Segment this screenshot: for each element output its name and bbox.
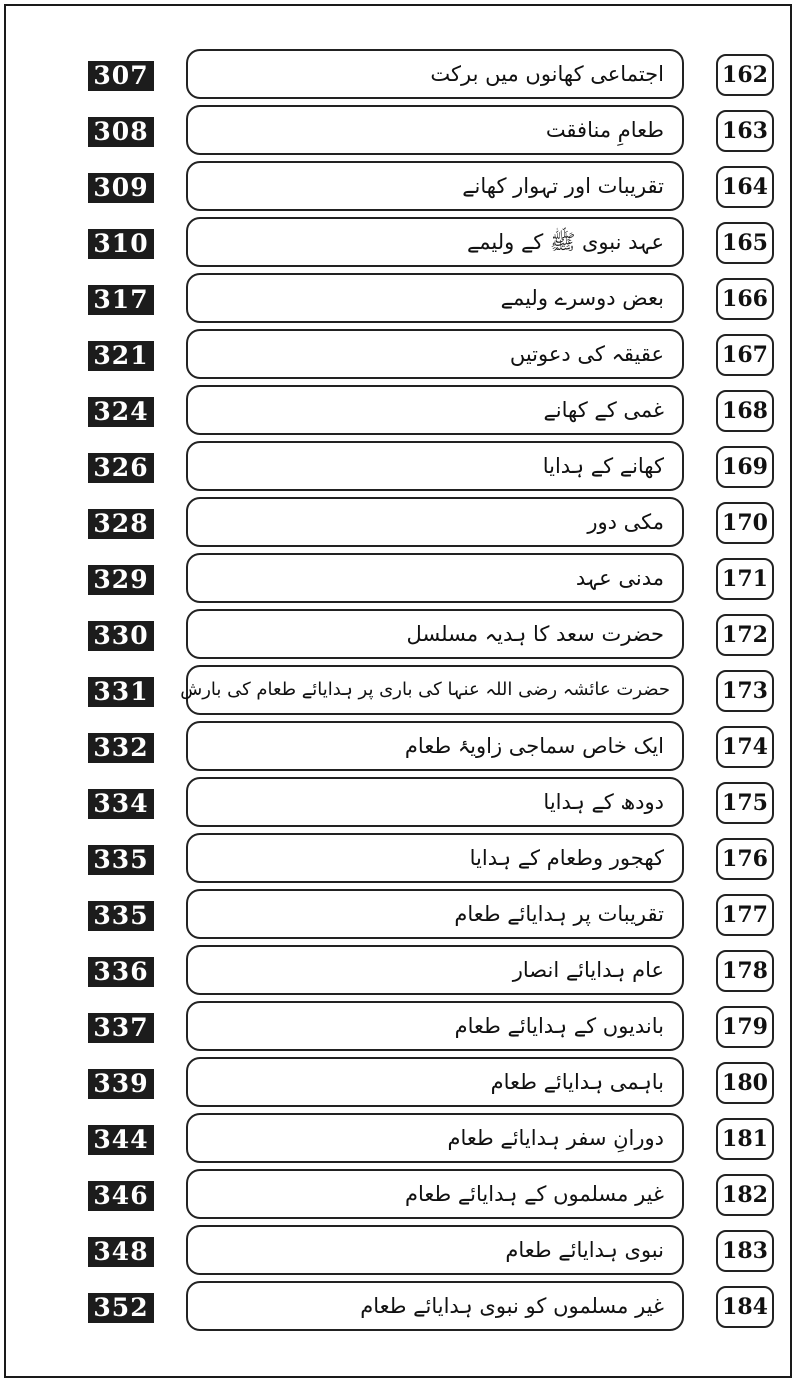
entry-number-box: 165 [716,222,774,264]
entry-title: حضرت سعد کا ہدیہ مسلسل [406,622,664,646]
toc-row [0,662,800,718]
toc-row [0,1054,800,1110]
entry-title: غیر مسلموں کو نبوی ہدایائے طعام [360,1294,664,1318]
toc-row [0,1222,800,1278]
entry-number-box: 169 [716,446,774,488]
entry-title: عقیقہ کی دعوتیں [509,342,664,366]
toc-row [0,1278,800,1334]
entry-title: کھانے کے ہدایا [542,454,664,478]
entry-number-box: 168 [716,390,774,432]
page-number-badge: 348 [88,1237,154,1267]
entry-number-box: 176 [716,838,774,880]
entry-number-box: 182 [716,1174,774,1216]
entry-number-box: 178 [716,950,774,992]
entry-number-box: 173 [716,670,774,712]
page-number-badge: 324 [88,397,154,427]
page-number-badge: 331 [88,677,154,707]
entry-title-box [186,1225,684,1275]
toc-row [0,494,800,550]
toc-row [0,102,800,158]
entry-title: بعض دوسرے ولیمے [500,286,664,310]
toc-row [0,46,800,102]
toc-row [0,326,800,382]
page-number-badge: 339 [88,1069,154,1099]
toc-row [0,438,800,494]
toc-row [0,830,800,886]
toc-row [0,606,800,662]
entry-title: حضرت عائشہ رضی اللہ عنہا کی باری پر ہدایائے طعام کی بارش [180,679,670,700]
entry-number-box: 177 [716,894,774,936]
toc-row [0,718,800,774]
entry-number-box: 181 [716,1118,774,1160]
entry-number-box: 171 [716,558,774,600]
page-number-badge: 310 [88,229,154,259]
page-number-badge: 335 [88,845,154,875]
entry-number-box: 170 [716,502,774,544]
entry-title-box [186,49,684,99]
entry-title: عام ہدایائے انصار [512,958,664,982]
page-number-badge: 346 [88,1181,154,1211]
entry-title-box [186,945,684,995]
entry-title-box [186,889,684,939]
entry-title-box [180,665,684,715]
entry-title-box [186,777,684,827]
page-number-badge: 352 [88,1293,154,1323]
page-number-badge: 332 [88,733,154,763]
entry-title: تقریبات پر ہدایائے طعام [454,902,664,926]
toc-row [0,774,800,830]
page-number-badge: 337 [88,1013,154,1043]
page-number-badge: 308 [88,117,154,147]
entry-title: طعامِ منافقت [545,118,664,142]
entry-number-box: 180 [716,1062,774,1104]
entry-title-box [186,329,684,379]
entry-title: باندیوں کے ہدایائے طعام [454,1014,664,1038]
entry-title-box [186,1001,684,1051]
entry-number-box: 172 [716,614,774,656]
entry-number-box: 174 [716,726,774,768]
page-number-badge: 344 [88,1125,154,1155]
entry-number-box: 184 [716,1286,774,1328]
entry-title-box [186,609,684,659]
entry-number-box: 164 [716,166,774,208]
entry-title: دورانِ سفر ہدایائے طعام [447,1126,664,1150]
toc-row [0,158,800,214]
entry-number-box: 162 [716,54,774,96]
page-number-badge: 317 [88,285,154,315]
entry-title-box [186,273,684,323]
entry-title-box [186,441,684,491]
toc-row [0,886,800,942]
page-number-badge: 328 [88,509,154,539]
page-number-badge: 307 [88,61,154,91]
entry-number-box: 167 [716,334,774,376]
entry-title: باہمی ہدایائے طعام [490,1070,664,1094]
entry-number-box: 163 [716,110,774,152]
entry-title: غمی کے کھانے [543,398,664,422]
entry-title: عہد نبوی ﷺ کے ولیمے [466,230,664,254]
entry-title-box [186,1169,684,1219]
entry-title: دودھ کے ہدایا [543,790,664,814]
page-number-badge: 336 [88,957,154,987]
page-number-badge: 330 [88,621,154,651]
entry-title: کھجور وطعام کے ہدایا [469,846,664,870]
entry-number-box: 175 [716,782,774,824]
entry-title: تقریبات اور تہوار کھانے [462,174,664,198]
entry-title-box [186,1113,684,1163]
toc-row [0,1110,800,1166]
entry-title-box [186,497,684,547]
entry-title-box [186,721,684,771]
page-number-badge: 326 [88,453,154,483]
page-number-badge: 321 [88,341,154,371]
page-number-badge: 335 [88,901,154,931]
page-number-badge: 334 [88,789,154,819]
entry-title-box [186,1281,684,1331]
entry-number-box: 179 [716,1006,774,1048]
entry-title: اجتماعی کھانوں میں برکت [430,62,664,86]
entry-title-box [186,105,684,155]
toc-row [0,1166,800,1222]
entry-title: مکی دور [587,510,664,534]
entry-title-box [186,385,684,435]
entry-title: غیر مسلموں کے ہدایائے طعام [404,1182,664,1206]
entry-number-box: 183 [716,1230,774,1272]
toc-row [0,998,800,1054]
page-number-badge: 309 [88,173,154,203]
toc-row [0,942,800,998]
entry-title-box [186,833,684,883]
entry-title-box [186,217,684,267]
entry-title: ایک خاص سماجی زاویۂ طعام [404,734,664,758]
entry-title: مدنی عہد [575,566,664,590]
entry-number-box: 166 [716,278,774,320]
entry-title: نبوی ہدایائے طعام [505,1238,664,1262]
page-number-badge: 329 [88,565,154,595]
entry-title-box [186,161,684,211]
toc-row [0,382,800,438]
entry-title-box [186,553,684,603]
table-of-contents [0,46,800,1334]
entry-title-box [186,1057,684,1107]
toc-row [0,214,800,270]
toc-row [0,550,800,606]
toc-row [0,270,800,326]
